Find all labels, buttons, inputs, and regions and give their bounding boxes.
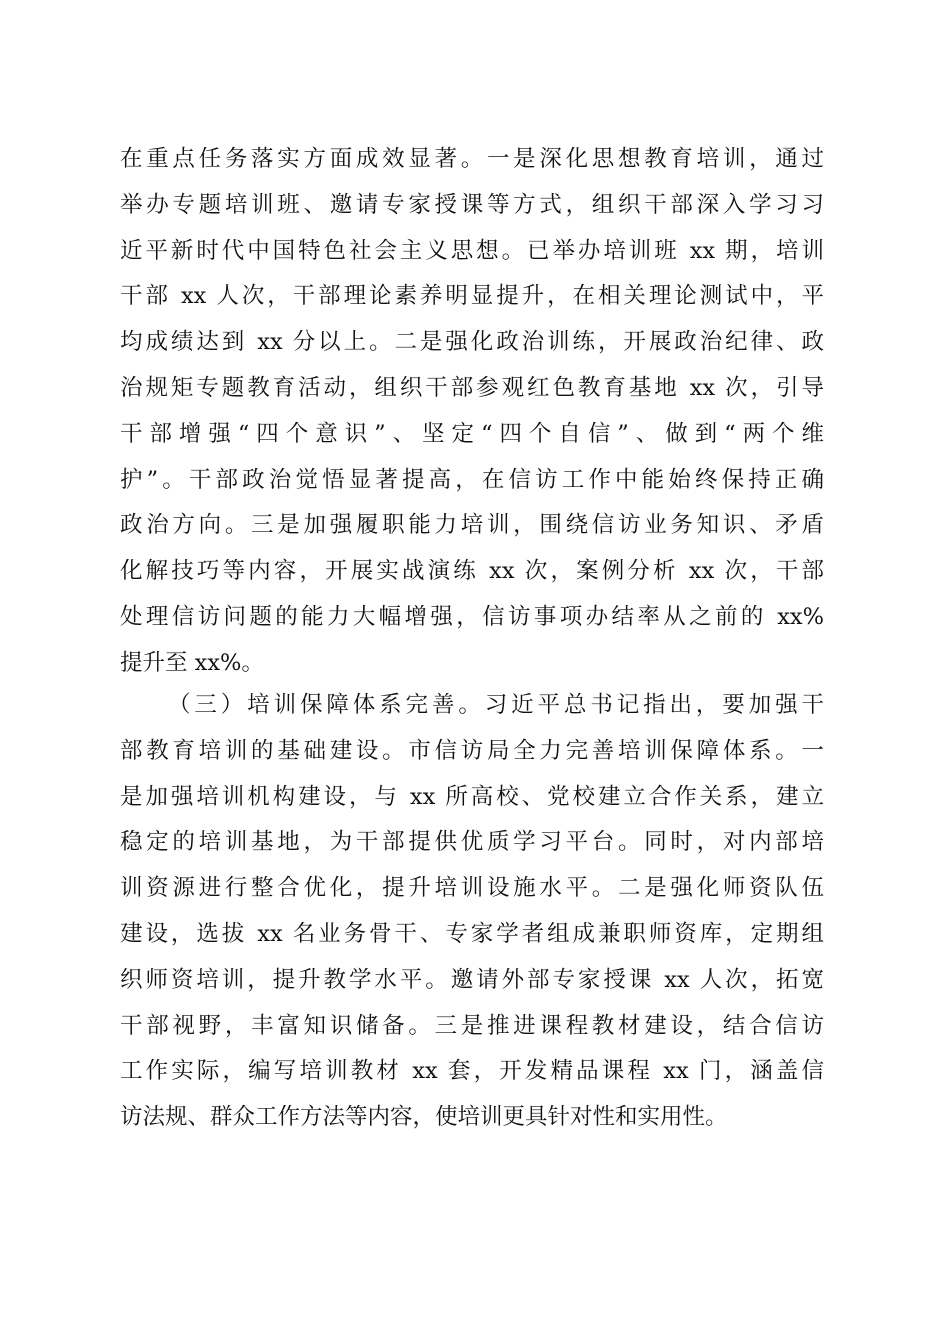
paragraph-line: 是加强培训机构建设，与 xx 所高校、党校建立合作关系，建立 xyxy=(120,783,824,810)
paragraph-line: 训资源进行整合优化，提升培训设施水平。二是强化师资队伍 xyxy=(120,875,824,902)
body-paragraph-1 xyxy=(120,137,824,687)
paragraph-line: 近平新时代中国特色社会主义思想。已举办培训班 xx 期，培训 xyxy=(120,237,824,264)
paragraph-line: 提升至 xx%。 xyxy=(120,649,264,676)
paragraph-line: 访法规、群众工作方法等内容，使培训更具针对性和实用性。 xyxy=(120,1104,728,1131)
paragraph-line: 稳定的培训基地，为干部提供优质学习平台。同时，对内部培 xyxy=(120,829,824,856)
section-heading-line: （三）培训保障体系完善。习近平总书记指出，要加强干 xyxy=(168,692,824,718)
paragraph-line: 护”。干部政治觉悟显著提高，在信访工作中能始终保持正确 xyxy=(120,466,824,493)
paragraph-line: 政治方向。三是加强履职能力培训，围绕信访业务知识、矛盾 xyxy=(120,512,824,539)
paragraph-line: 工作实际，编写培训教材 xx 套，开发精品课程 xx 门，涵盖信 xyxy=(120,1058,824,1085)
paragraph-line: 处理信访问题的能力大幅增强，信访事项办结率从之前的 xx% xyxy=(120,603,824,630)
paragraph-line: 举办专题培训班、邀请专家授课等方式，组织干部深入学习习 xyxy=(120,191,824,218)
paragraph-line: 干部增强“四个意识”、坚定“四个自信”、做到“两个维 xyxy=(120,420,824,447)
paragraph-line: 均成绩达到 xx 分以上。二是强化政治训练，开展政治纪律、政 xyxy=(120,329,824,356)
paragraph-line: 化解技巧等内容，开展实战演练 xx 次，案例分析 xx 次，干部 xyxy=(120,558,824,585)
paragraph-line: 干部 xx 人次，干部理论素养明显提升，在相关理论测试中，平 xyxy=(120,283,824,310)
paragraph-line: 建设，选拔 xx 名业务骨干、专家学者组成兼职师资库，定期组 xyxy=(120,920,824,947)
body-paragraph-2 xyxy=(120,683,824,1141)
paragraph-line: 治规矩专题教育活动，组织干部参观红色教育基地 xx 次，引导 xyxy=(120,374,824,401)
paragraph-line: 在重点任务落实方面成效显著。一是深化思想教育培训，通过 xyxy=(120,146,824,172)
paragraph-line: 干部视野，丰富知识储备。三是推进课程教材建设，结合信访 xyxy=(120,1012,824,1039)
paragraph-line: 部教育培训的基础建设。市信访局全力完善培训保障体系。一 xyxy=(120,737,824,764)
paragraph-line: 织师资培训，提升教学水平。邀请外部专家授课 xx 人次，拓宽 xyxy=(120,966,824,993)
